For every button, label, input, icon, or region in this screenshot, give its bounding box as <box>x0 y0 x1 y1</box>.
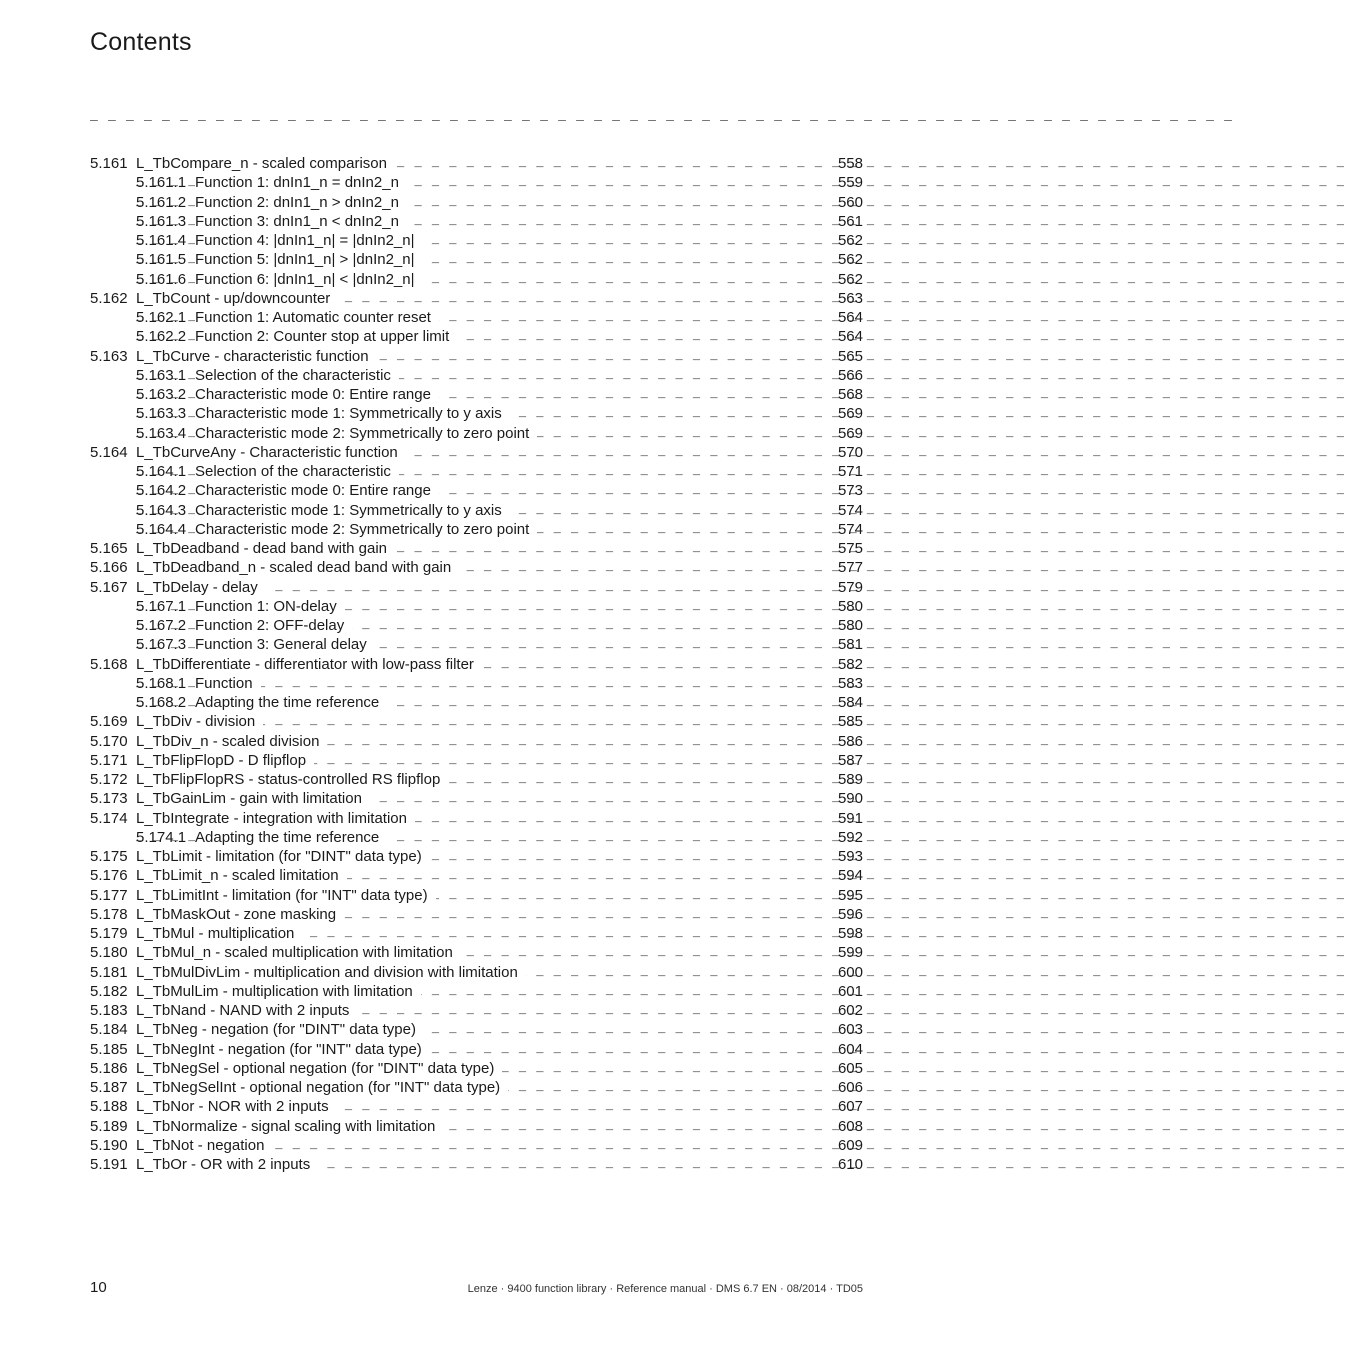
toc-entry[interactable] <box>90 347 863 366</box>
toc-entry-page[interactable]: 590 <box>837 790 863 808</box>
toc-entry-page[interactable]: 598 <box>837 925 863 942</box>
toc-entry-number: 5.161 <box>90 155 128 172</box>
toc-entry-number: 5.186 <box>90 1059 128 1077</box>
toc-entry-number: 5.170 <box>90 732 128 750</box>
toc-entry-page[interactable]: 560 <box>837 193 863 211</box>
toc-entry-page[interactable]: 592 <box>837 828 863 846</box>
toc-entry-number: 5.179 <box>90 925 128 942</box>
toc-entry-title[interactable]: Characteristic mode 0: Entire range <box>195 481 439 500</box>
toc-entry[interactable] <box>90 173 863 192</box>
toc-entry-title[interactable]: Characteristic mode 1: Symmetrically to y axis <box>195 501 510 520</box>
toc-entry-title[interactable]: Function 1: ON-delay <box>195 597 345 616</box>
toc-entry-page[interactable]: 582 <box>837 655 863 673</box>
toc-entry[interactable] <box>90 462 863 481</box>
toc-entry-page[interactable]: 596 <box>837 905 863 923</box>
toc-entry-page[interactable]: 580 <box>837 597 863 615</box>
toc-entry-number: 5.161.3 <box>136 212 187 230</box>
toc-entry-number: 5.174 <box>90 809 128 827</box>
toc-entry-title[interactable]: Function 5: |dnIn1_n| > |dnIn2_n| <box>195 250 423 269</box>
toc-entry-page[interactable]: 595 <box>837 886 863 904</box>
header-rule: _ _ _ _ _ _ _ _ _ _ _ _ _ _ _ _ _ _ _ _ _ _ _ _ _ _ _ _ _ _ _ _ _ _ _ _ _ _ _ _ _ _ _ _ _ _ _ _ _ _ _ _ _ _ _ _ _ _ _ _ _ _ _ _ <box>90 108 1234 123</box>
toc-entry-title[interactable]: Characteristic mode 2: Symmetrically to zero point <box>195 424 537 443</box>
toc-entry-number: 5.169 <box>90 713 128 731</box>
toc-entry-page[interactable]: 609 <box>837 1136 863 1154</box>
toc-entry[interactable] <box>90 693 863 712</box>
toc-entry-page[interactable]: 608 <box>837 1117 863 1135</box>
toc-entry-title[interactable]: L_TbNor - NOR with 2 inputs <box>136 1097 337 1116</box>
toc-entry-page[interactable]: 580 <box>837 617 863 634</box>
toc-entry-page[interactable]: 605 <box>837 1059 863 1077</box>
toc-entry-page[interactable]: 575 <box>837 540 863 557</box>
toc-entry-number: 5.175 <box>90 848 128 865</box>
toc-entry[interactable] <box>90 982 863 1001</box>
toc-entry-page[interactable]: 558 <box>837 155 863 172</box>
toc-entry-page[interactable]: 579 <box>837 578 863 596</box>
toc-entry-page[interactable]: 569 <box>837 424 863 442</box>
toc-entry[interactable] <box>90 481 863 500</box>
toc-entry-number: 5.167 <box>90 578 128 596</box>
toc-entry-number: 5.161.4 <box>136 232 187 249</box>
toc-entry-page[interactable]: 586 <box>837 732 863 750</box>
toc-entry-title[interactable]: Function 1: dnIn1_n = dnIn2_n <box>195 173 407 192</box>
toc-entry-page[interactable]: 562 <box>837 270 863 288</box>
toc-entry-title[interactable]: Function 2: dnIn1_n > dnIn2_n <box>195 193 407 212</box>
toc-entry-number: 5.163.2 <box>136 386 187 403</box>
toc-entry[interactable] <box>90 809 863 828</box>
toc-entry[interactable] <box>90 943 863 962</box>
toc-entry-page[interactable]: 607 <box>837 1098 863 1116</box>
toc-entry-title[interactable]: L_TbFlipFlopRS - status-controlled RS flipflop <box>136 770 448 789</box>
toc-entry-number: 5.173 <box>90 790 128 808</box>
toc-entry-page[interactable]: 587 <box>837 751 863 769</box>
toc-entry-number: 5.162.1 <box>136 309 187 326</box>
toc-entry-number: 5.163.4 <box>136 424 187 442</box>
toc-entry-title[interactable]: L_TbMul_n - scaled multiplication with limitation <box>136 943 461 962</box>
toc-entry-title[interactable]: L_TbLimit_n - scaled limitation <box>136 866 347 885</box>
toc-entry-page[interactable]: 601 <box>837 982 863 1000</box>
toc-entry-number: 5.162.2 <box>136 328 187 346</box>
toc-entry[interactable] <box>90 558 863 577</box>
toc-entry[interactable] <box>90 1117 863 1136</box>
table-of-contents <box>90 154 863 1174</box>
toc-entry-page[interactable]: 573 <box>837 482 863 500</box>
toc-entry[interactable] <box>90 578 863 597</box>
toc-entry-page[interactable]: 562 <box>837 251 863 269</box>
toc-entry-title[interactable]: Function 3: dnIn1_n < dnIn2_n <box>195 212 407 231</box>
toc-entry-title[interactable]: L_TbNeg - negation (for "DINT" data type) <box>136 1020 424 1039</box>
toc-entry-number: 5.165 <box>90 540 128 557</box>
toc-entry[interactable] <box>90 866 863 885</box>
toc-entry[interactable] <box>90 366 863 385</box>
toc-entry-page[interactable]: 594 <box>837 867 863 885</box>
toc-entry[interactable] <box>90 1078 863 1097</box>
toc-entry-number: 5.163.3 <box>136 405 187 423</box>
footer-text: Lenze · 9400 function library · Reference manual · DMS 6.7 EN · 08/2014 · TD05 <box>467 1283 863 1295</box>
toc-entry[interactable] <box>90 1001 863 1020</box>
toc-entry-page[interactable]: 589 <box>837 771 863 788</box>
toc-entry-title[interactable]: L_TbNand - NAND with 2 inputs <box>136 1001 357 1020</box>
toc-entry-number: 5.168.2 <box>136 694 187 711</box>
toc-entry-number: 5.182 <box>90 982 128 1000</box>
toc-entry-number: 5.168.1 <box>136 674 187 692</box>
toc-entry-page[interactable]: 571 <box>837 463 863 480</box>
toc-entry-number: 5.183 <box>90 1002 128 1019</box>
toc-entry-page[interactable]: 559 <box>837 174 863 192</box>
toc-entry-number: 5.191 <box>90 1156 128 1173</box>
toc-entry[interactable] <box>90 270 863 289</box>
toc-entry[interactable] <box>90 1136 863 1155</box>
toc-entry-number: 5.180 <box>90 944 128 962</box>
toc-entry-number: 5.184 <box>90 1021 128 1039</box>
toc-entry-title[interactable]: Selection of the characteristic <box>195 366 399 385</box>
toc-entry-number: 5.168 <box>90 655 128 673</box>
toc-entry-number: 5.164.4 <box>136 520 187 538</box>
toc-entry-number: 5.161.6 <box>136 270 187 288</box>
toc-entry[interactable] <box>90 712 863 731</box>
toc-entry-title[interactable]: L_TbDifferentiate - differentiator with low-pass filter <box>136 655 482 674</box>
toc-entry-title[interactable]: Function 2: Counter stop at upper limit <box>195 327 457 346</box>
toc-entry[interactable] <box>90 1155 863 1174</box>
toc-entry-number: 5.167.1 <box>136 597 187 615</box>
toc-entry-page[interactable]: 566 <box>837 366 863 384</box>
toc-entry-number: 5.176 <box>90 867 128 885</box>
toc-entry[interactable] <box>90 905 863 924</box>
toc-entry-title[interactable]: L_TbNot - negation <box>136 1136 272 1155</box>
toc-entry-page[interactable]: 569 <box>837 405 863 423</box>
toc-entry-number: 5.188 <box>90 1098 128 1116</box>
toc-entry[interactable] <box>90 289 863 308</box>
toc-entry-number: 5.161.2 <box>136 193 187 211</box>
toc-entry-page[interactable]: 603 <box>837 1021 863 1039</box>
toc-entry-page[interactable]: 570 <box>837 443 863 461</box>
toc-entry-title[interactable]: Function 4: |dnIn1_n| = |dnIn2_n| <box>195 231 423 250</box>
toc-entry-title[interactable]: L_TbDeadband - dead band with gain <box>136 539 395 558</box>
toc-entry-number: 5.178 <box>90 905 128 923</box>
toc-entry-title[interactable]: L_TbMulDivLim - multiplication and division with limitation <box>136 963 526 982</box>
toc-entry[interactable] <box>90 501 863 520</box>
toc-entry-page[interactable]: 562 <box>837 232 863 249</box>
toc-entry[interactable] <box>90 1020 863 1039</box>
toc-entry-title[interactable]: Characteristic mode 1: Symmetrically to y axis <box>195 404 510 423</box>
toc-entry-title[interactable]: L_TbNormalize - signal scaling with limitation <box>136 1117 443 1136</box>
toc-entry[interactable] <box>90 443 863 462</box>
toc-entry-title[interactable]: L_TbCurve - characteristic function <box>136 347 377 366</box>
toc-entry-number: 5.174.1 <box>136 828 187 846</box>
toc-entry[interactable] <box>90 1040 863 1059</box>
toc-entry-page[interactable]: 602 <box>837 1002 863 1019</box>
toc-entry-page[interactable]: 591 <box>837 809 863 827</box>
toc-entry-page[interactable]: 561 <box>837 212 863 230</box>
toc-entry-title[interactable]: L_TbMul - multiplication <box>136 924 302 943</box>
toc-entry[interactable] <box>90 539 863 558</box>
toc-entry-title[interactable]: L_TbLimitInt - limitation (for "INT" data type) <box>136 886 436 905</box>
toc-entry-number: 5.162 <box>90 289 128 307</box>
toc-entry-title[interactable]: L_TbDeadband_n - scaled dead band with gain <box>136 558 459 577</box>
toc-entry-title[interactable]: L_TbDiv_n - scaled division <box>136 732 327 751</box>
toc-entry-number: 5.189 <box>90 1117 128 1135</box>
toc-entry-title[interactable]: L_TbMulLim - multiplication with limitation <box>136 982 421 1001</box>
toc-entry-number: 5.167.3 <box>136 636 187 654</box>
toc-entry[interactable] <box>90 520 863 539</box>
toc-entry-page[interactable]: 563 <box>837 289 863 307</box>
toc-entry[interactable] <box>90 828 863 847</box>
toc-entry[interactable] <box>90 655 863 674</box>
toc-entry-title[interactable]: L_TbNegSel - optional negation (for "DINT" data type) <box>136 1059 502 1078</box>
toc-entry-page[interactable]: 565 <box>837 347 863 365</box>
toc-entry-title[interactable]: L_TbCount - up/downcounter <box>136 289 338 308</box>
toc-entry-number: 5.185 <box>90 1040 128 1058</box>
toc-entry-title[interactable]: L_TbDelay - delay <box>136 578 266 597</box>
toc-entry-title[interactable]: Function 2: OFF-delay <box>195 616 352 635</box>
toc-entry-title[interactable]: L_TbCurveAny - Characteristic function <box>136 443 406 462</box>
toc-entry[interactable] <box>90 1097 863 1116</box>
toc-entry[interactable] <box>90 404 863 423</box>
toc-entry-title[interactable]: L_TbMaskOut - zone masking <box>136 905 344 924</box>
toc-entry-page[interactable]: 599 <box>837 944 863 962</box>
toc-entry-number: 5.187 <box>90 1079 128 1096</box>
toc-entry-page[interactable]: 574 <box>837 501 863 519</box>
toc-entry-title[interactable]: L_TbFlipFlopD - D flipflop <box>136 751 314 770</box>
toc-entry-title[interactable]: Characteristic mode 0: Entire range <box>195 385 439 404</box>
toc-entry-number: 5.164 <box>90 443 128 461</box>
toc-entry[interactable] <box>90 308 863 327</box>
toc-entry[interactable] <box>90 597 863 616</box>
toc-entry[interactable] <box>90 250 863 269</box>
toc-entry-page[interactable]: 564 <box>837 309 863 326</box>
toc-entry-page[interactable]: 593 <box>837 848 863 865</box>
toc-entry-title[interactable]: L_TbLimit - limitation (for "DINT" data type) <box>136 847 430 866</box>
page-number: 10 <box>90 1279 107 1296</box>
toc-entry[interactable] <box>90 193 863 212</box>
toc-entry-page[interactable]: 583 <box>837 674 863 692</box>
page-title: Contents <box>90 28 192 56</box>
toc-entry-number: 5.167.2 <box>136 617 187 634</box>
toc-entry-title[interactable]: Characteristic mode 2: Symmetrically to zero point <box>195 520 537 539</box>
toc-entry-number: 5.164.3 <box>136 501 187 519</box>
toc-entry-title[interactable]: Function 1: Automatic counter reset <box>195 308 439 327</box>
toc-entry-number: 5.171 <box>90 751 128 769</box>
toc-entry-page[interactable]: 564 <box>837 328 863 346</box>
toc-entry[interactable] <box>90 327 863 346</box>
toc-entry-number: 5.164.1 <box>136 463 187 480</box>
toc-entry-title[interactable]: Function 3: General delay <box>195 635 375 654</box>
toc-entry-number: 5.166 <box>90 559 128 577</box>
toc-entry[interactable] <box>90 732 863 751</box>
toc-entry-title[interactable]: L_TbGainLim - gain with limitation <box>136 789 370 808</box>
toc-entry-number: 5.163 <box>90 347 128 365</box>
toc-entry-title[interactable]: Function <box>195 674 261 693</box>
toc-entry[interactable] <box>90 231 863 250</box>
toc-entry[interactable] <box>90 212 863 231</box>
toc-entry-number: 5.161.5 <box>136 251 187 269</box>
toc-entry[interactable] <box>90 1059 863 1078</box>
toc-entry-title[interactable]: L_TbNegSelInt - optional negation (for "INT" data type) <box>136 1078 508 1097</box>
toc-entry-number: 5.164.2 <box>136 482 187 500</box>
toc-entry[interactable] <box>90 385 863 404</box>
toc-entry-title[interactable]: Function 6: |dnIn1_n| < |dnIn2_n| <box>195 270 423 289</box>
toc-entry[interactable] <box>90 635 863 654</box>
toc-entry-number: 5.181 <box>90 963 128 981</box>
toc-entry-page[interactable]: 585 <box>837 713 863 731</box>
toc-entry[interactable] <box>90 789 863 808</box>
toc-entry-page[interactable]: 610 <box>837 1156 863 1173</box>
toc-entry[interactable] <box>90 924 863 943</box>
toc-entry-title[interactable]: Selection of the characteristic <box>195 462 399 481</box>
toc-entry[interactable] <box>90 674 863 693</box>
toc-entry-title[interactable]: Adapting the time reference <box>195 828 387 847</box>
toc-entry-number: 5.163.1 <box>136 366 187 384</box>
toc-entry-title[interactable]: L_TbCompare_n - scaled comparison <box>136 154 395 173</box>
toc-entry-title[interactable]: L_TbNegInt - negation (for "INT" data type) <box>136 1040 430 1059</box>
toc-entry-page[interactable]: 574 <box>837 520 863 538</box>
toc-entry-page[interactable]: 604 <box>837 1040 863 1058</box>
toc-entry-title[interactable]: Adapting the time reference <box>195 693 387 712</box>
toc-entry-number: 5.172 <box>90 771 128 788</box>
toc-entry[interactable] <box>90 770 863 789</box>
toc-entry-title[interactable]: L_TbOr - OR with 2 inputs <box>136 1155 318 1174</box>
toc-entry[interactable] <box>90 886 863 905</box>
toc-entry-number: 5.161.1 <box>136 174 187 192</box>
toc-entry-page[interactable]: 584 <box>837 694 863 711</box>
toc-entry[interactable] <box>90 424 863 443</box>
toc-entry[interactable] <box>90 963 863 982</box>
toc-entry[interactable] <box>90 616 863 635</box>
toc-entry[interactable] <box>90 847 863 866</box>
toc-entry-page[interactable]: 577 <box>837 559 863 577</box>
toc-entry-page[interactable]: 606 <box>837 1079 863 1096</box>
toc-entry-page[interactable]: 581 <box>837 636 863 654</box>
toc-entry-page[interactable]: 600 <box>837 963 863 981</box>
toc-entry-page[interactable]: 568 <box>837 386 863 403</box>
toc-entry-number: 5.190 <box>90 1136 128 1154</box>
toc-entry-title[interactable]: L_TbIntegrate - integration with limitation <box>136 809 415 828</box>
toc-entry[interactable] <box>90 751 863 770</box>
toc-entry-title[interactable]: L_TbDiv - division <box>136 712 263 731</box>
toc-entry-number: 5.177 <box>90 886 128 904</box>
toc-entry[interactable] <box>90 154 863 173</box>
